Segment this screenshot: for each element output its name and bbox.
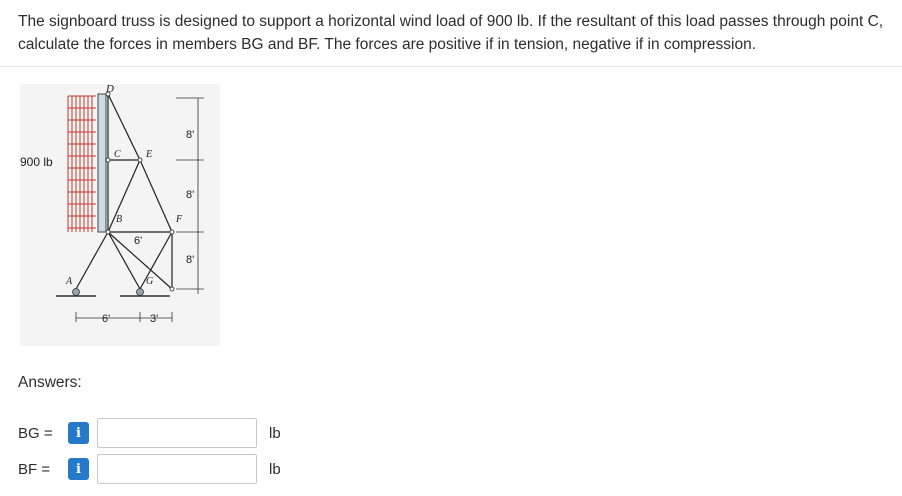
dim-v2: 8' [186, 189, 195, 201]
point-a-label: A [66, 276, 73, 287]
answer-unit-bf: lb [269, 460, 281, 478]
answer-row-bg [18, 416, 281, 450]
divider [0, 66, 902, 67]
dim-base-right: 3' [150, 313, 159, 325]
dim-mid: 6' [134, 235, 143, 247]
answer-unit-bg: lb [269, 424, 281, 442]
answer-label-bg: BG = [18, 424, 53, 442]
problem-statement: The signboard truss is designed to support a horizontal wind load of 900 lb. If the resultant of this load passes through point C, calculate the forces in members BG and BF. The forces are positive if in tension, negative if in compression. [18, 13, 884, 53]
answer-input-bf[interactable] [97, 454, 257, 484]
point-d-label: D [106, 84, 114, 95]
load-label: 900 lb [20, 155, 53, 169]
point-f-label: F [176, 214, 183, 225]
support-g-pin [137, 289, 144, 296]
answers-heading: Answers: [18, 374, 82, 391]
point-g-label: G [146, 276, 154, 287]
dim-v1: 8' [186, 129, 195, 141]
info-icon[interactable]: i [68, 422, 89, 444]
info-icon[interactable]: i [68, 458, 89, 480]
dim-base-left: 6' [102, 313, 111, 325]
point-b-label: B [116, 214, 123, 225]
truss-figure [20, 84, 220, 346]
signboard [98, 94, 106, 232]
support-a [73, 289, 80, 296]
dim-v3: 8' [186, 254, 195, 266]
answer-row-bf [18, 452, 281, 486]
point-e-label: E [146, 149, 153, 160]
answer-label-bf: BF = [18, 460, 51, 478]
point-c-label: C [114, 149, 121, 160]
truss-diagram [20, 84, 220, 346]
answer-input-bg[interactable] [97, 418, 257, 448]
